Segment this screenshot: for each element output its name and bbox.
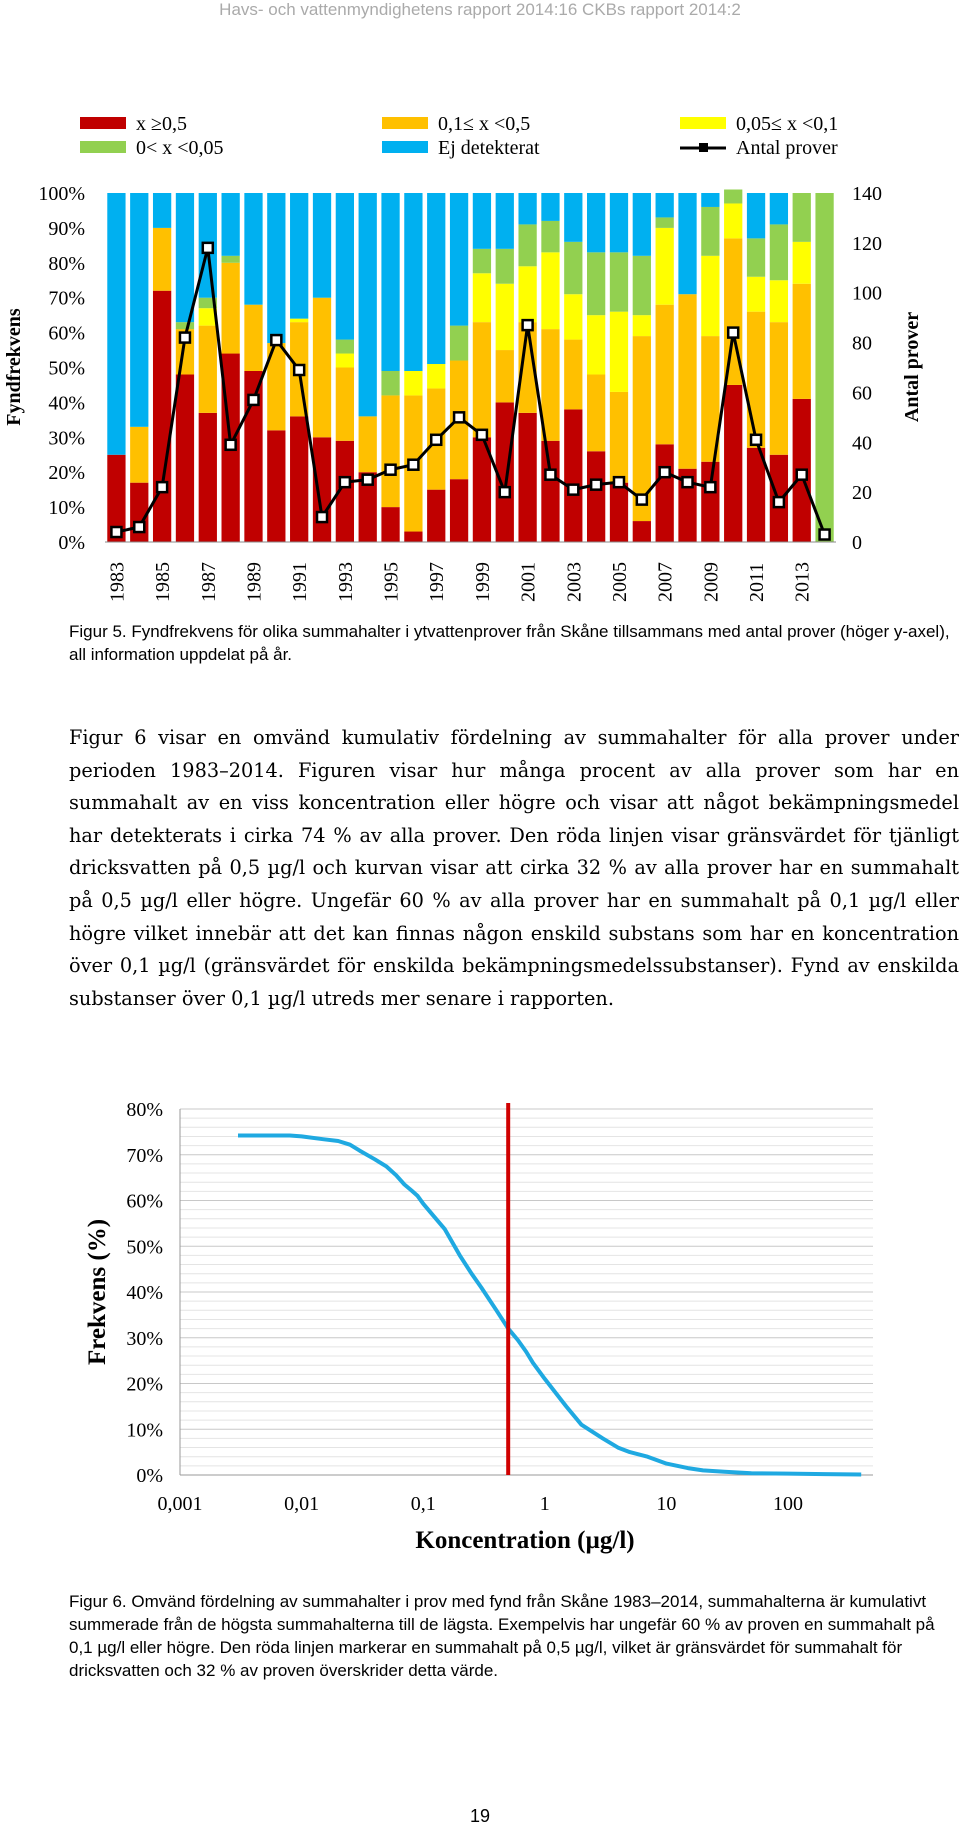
bar-segment	[793, 242, 811, 284]
bar-segment	[701, 193, 719, 207]
bar-segment	[176, 193, 194, 322]
bar-segment	[404, 532, 422, 542]
frekvens-curve	[238, 1136, 861, 1475]
antal-prover-marker	[728, 328, 738, 338]
bar-segment	[176, 374, 194, 542]
bar-segment	[359, 193, 377, 416]
bar-segment	[153, 291, 171, 542]
antal-prover-marker	[386, 465, 396, 475]
bar-segment	[656, 228, 674, 305]
antal-prover-marker	[774, 497, 784, 507]
bar-segment	[336, 368, 354, 441]
bar-segment	[427, 490, 445, 542]
antal-prover-marker	[431, 435, 441, 445]
bar-segment	[199, 413, 217, 542]
antal-prover-marker	[203, 243, 213, 253]
bar-segment	[427, 364, 445, 388]
y-tick-label: 0%	[136, 1465, 163, 1487]
bar-segment	[747, 448, 765, 542]
y-tick-label: 20%	[126, 1373, 163, 1396]
bar-segment	[610, 193, 628, 252]
bar-segment	[518, 413, 536, 542]
bar-segment	[770, 193, 788, 224]
bar-segment	[747, 238, 765, 276]
bar-segment	[656, 444, 674, 542]
bar-segment	[290, 193, 308, 319]
legend-swatch	[680, 117, 726, 129]
x-tick-label: 1983	[106, 562, 129, 602]
bar-segment	[724, 203, 742, 238]
bar-segment	[244, 193, 262, 305]
y-axis-title: Frekvens (%)	[84, 1218, 111, 1366]
bar-segment	[336, 340, 354, 354]
legend-swatch	[382, 117, 428, 129]
bar-segment	[222, 193, 240, 256]
body-paragraph: Figur 6 visar en omvänd kumulativ fördelning av summahalter för alla prover under perioden 1983–2014. Figuren visar hur många procent av alla prover som har en summahalt av en viss koncentration eller högre och visar att något bekämpningsmedel har detekterats i cirka 74 % av alla prover. Den röda linjen visar gränsvärdet för tjänligt dricksvatten på 0,5 µg/l och kurvan visar att cirka 32 % av alla prover har en summahalt på 0,5 µg/l eller högre. Ungefär 60 % av alla prover har en summahalt på 0,1 µg/l eller högre vilket innebär att det kan finnas någon enskild substans som har en koncentration över 0,1 µg/l (gränsvärdet för enskilda bekämpningsmedelssubstanser). Fynd av enskilda substanser över 0,1 µg/l utreds mer senare i rapporten.	[69, 726, 959, 1010]
bar-segment	[678, 294, 696, 469]
y-tick-label: 0%	[58, 532, 85, 554]
x-tick-label: 2013	[791, 562, 814, 602]
chart-fyndfrekvens	[0, 105, 960, 615]
antal-prover-marker	[637, 495, 647, 505]
antal-prover-marker	[294, 365, 304, 375]
antal-prover-marker	[317, 512, 327, 522]
y-tick-label: 70%	[48, 287, 85, 310]
legend-label: Antal prover	[736, 137, 838, 159]
antal-prover-marker	[340, 477, 350, 487]
bar-segment	[587, 374, 605, 451]
x-tick-label: 2003	[563, 562, 586, 602]
y2-axis-title: Antal prover	[901, 311, 923, 423]
antal-prover-marker	[111, 527, 121, 537]
antal-prover-marker	[705, 482, 715, 492]
legend-label: x ≥0,5	[136, 113, 187, 135]
legend-swatch	[80, 117, 126, 129]
y-tick-label: 70%	[126, 1144, 163, 1167]
x-tick-label: 2011	[746, 562, 769, 602]
x-tick-label: 1987	[197, 562, 220, 602]
x-tick-label: 2009	[700, 562, 723, 602]
bar-segment	[244, 305, 262, 371]
y-tick-label: 100%	[38, 183, 85, 205]
bar-segment	[176, 322, 194, 329]
x-tick-label: 0,1	[410, 1493, 436, 1515]
antal-prover-marker	[820, 530, 830, 540]
bar-segment	[610, 312, 628, 392]
x-tick-label: 2005	[608, 562, 631, 602]
antal-prover-marker	[568, 485, 578, 495]
antal-prover-marker	[477, 430, 487, 440]
bar-segment	[587, 315, 605, 374]
antal-prover-marker	[751, 435, 761, 445]
bar-segment	[541, 221, 559, 252]
y2-tick-label: 40	[852, 432, 872, 455]
bar-segment	[336, 354, 354, 368]
y2-tick-label: 0	[852, 532, 862, 554]
legend-label: 0,05≤ x <0,1	[736, 113, 839, 135]
bar-segment	[770, 280, 788, 322]
antal-prover-marker	[500, 487, 510, 497]
bar-segment	[222, 263, 240, 354]
bar-segment	[747, 277, 765, 312]
antal-prover-marker	[134, 522, 144, 532]
bar-segment	[724, 190, 742, 204]
y-tick-label: 10%	[48, 497, 85, 520]
y-tick-label: 40%	[126, 1282, 163, 1304]
bar-segment	[381, 507, 399, 542]
antal-prover-marker	[408, 460, 418, 470]
figure-6	[0, 1085, 960, 1555]
antal-prover-marker	[180, 333, 190, 343]
x-tick-label: 100	[773, 1493, 804, 1515]
legend-label: 0,1≤ x <0,5	[438, 113, 531, 135]
bar-segment	[610, 392, 628, 483]
bar-segment	[199, 326, 217, 413]
bar-segment	[496, 193, 514, 249]
bar-segment	[564, 242, 582, 294]
bar-segment	[381, 371, 399, 395]
bar-segment	[450, 326, 468, 361]
bar-segment	[313, 298, 331, 438]
x-tick-label: 2007	[654, 562, 677, 602]
bar-segment	[656, 193, 674, 217]
bar-segment	[564, 409, 582, 542]
x-tick-label: 1989	[243, 562, 266, 602]
y-tick-label: 40%	[48, 392, 85, 415]
y2-tick-label: 140	[852, 183, 882, 205]
bar-segment	[587, 193, 605, 252]
bar-segment	[130, 427, 148, 483]
y-tick-label: 20%	[48, 462, 85, 485]
y2-tick-label: 80	[852, 332, 872, 355]
bar-segment	[313, 193, 331, 298]
y-tick-label: 60%	[48, 322, 85, 345]
x-tick-label: 1985	[152, 562, 175, 602]
y-tick-label: 90%	[48, 217, 85, 240]
bar-segment	[541, 193, 559, 221]
bar-segment	[496, 284, 514, 350]
antal-prover-marker	[271, 335, 281, 345]
bar-segment	[313, 437, 331, 542]
figure-5	[0, 105, 960, 615]
x-tick-label: 1997	[426, 562, 449, 602]
bar-segment	[496, 350, 514, 402]
antal-prover-marker	[545, 470, 555, 480]
legend-swatch	[382, 141, 428, 153]
x-tick-label: 1991	[289, 562, 312, 602]
x-tick-label: 2001	[517, 562, 540, 602]
antal-prover-marker	[454, 412, 464, 422]
bar-segment	[633, 315, 651, 336]
bar-segment	[747, 193, 765, 238]
bar-segment	[587, 252, 605, 315]
bar-segment	[473, 249, 491, 273]
bar-segment	[336, 193, 354, 340]
x-tick-label: 1993	[334, 562, 357, 602]
bar-segment	[610, 252, 628, 311]
y2-tick-label: 20	[852, 482, 872, 505]
y2-tick-label: 100	[852, 282, 882, 305]
bar-segment	[564, 340, 582, 410]
bar-segment	[450, 193, 468, 326]
y-tick-label: 50%	[48, 357, 85, 380]
y-tick-label: 60%	[126, 1190, 163, 1213]
bar-segment	[153, 193, 171, 228]
y-tick-label: 80%	[48, 252, 85, 275]
bar-segment	[770, 322, 788, 455]
legend-marker-swatch	[699, 143, 708, 152]
bar-segment	[290, 416, 308, 542]
bar-segment	[564, 294, 582, 339]
bar-segment	[633, 193, 651, 256]
bar-segment	[518, 266, 536, 322]
bar-segment	[701, 462, 719, 542]
x-tick-label: 1999	[471, 562, 494, 602]
page-number: 19	[469, 1806, 491, 1826]
bar-segment	[267, 430, 285, 542]
bar-segment	[770, 224, 788, 280]
y2-tick-label: 60	[852, 382, 872, 405]
bar-segment	[153, 228, 171, 291]
bar-segment	[541, 441, 559, 542]
antal-prover-marker	[614, 477, 624, 487]
antal-prover-marker	[660, 467, 670, 477]
y-tick-label: 10%	[126, 1419, 163, 1442]
bar-segment	[793, 193, 811, 242]
antal-prover-marker	[683, 477, 693, 487]
antal-prover-marker	[523, 320, 533, 330]
bar-segment	[747, 312, 765, 448]
x-tick-label: 0,01	[284, 1493, 320, 1515]
bar-segment	[564, 193, 582, 242]
y-tick-label: 30%	[126, 1327, 163, 1350]
bar-segment	[222, 256, 240, 263]
bar-segment	[518, 224, 536, 266]
bar-segment	[815, 193, 833, 542]
antal-prover-marker	[797, 470, 807, 480]
figure-5-caption: Figur 5. Fyndfrekvens för olika summahalter i ytvattenprover från Skåne tillsammans med antal prover (höger y-axel), all information uppdelat på år.	[69, 622, 950, 664]
x-tick-label: 1995	[380, 562, 403, 602]
bar-segment	[473, 273, 491, 322]
bar-segment	[701, 256, 719, 336]
x-tick-label: 0,001	[157, 1493, 203, 1515]
bar-segment	[518, 193, 536, 224]
bar-segment	[587, 451, 605, 542]
bar-segment	[656, 217, 674, 227]
bar-segment	[633, 256, 651, 315]
bar-segment	[381, 193, 399, 371]
antal-prover-marker	[226, 440, 236, 450]
bar-segment	[724, 385, 742, 542]
antal-prover-marker	[248, 395, 258, 405]
legend-swatch	[80, 141, 126, 153]
bar-segment	[473, 322, 491, 437]
bar-segment	[107, 193, 125, 455]
legend-label: Ej detekterat	[438, 137, 540, 159]
y2-tick-label: 120	[852, 232, 882, 255]
x-tick-label: 10	[656, 1493, 677, 1515]
y-tick-label: 50%	[126, 1236, 163, 1259]
bar-segment	[701, 207, 719, 256]
bar-segment	[404, 193, 422, 371]
bar-segment	[610, 483, 628, 542]
bar-segment	[267, 193, 285, 343]
chart-omvand-fordelning	[0, 1085, 960, 1555]
bar-segment	[359, 416, 377, 472]
antal-prover-marker	[591, 480, 601, 490]
figure-6-caption: Figur 6. Omvänd fördelning av summahalter i prov med fynd från Skåne 1983–2014, summahalterna är kumulativt summerade från de högsta summahalterna till de lägsta. Exempelvis har ungefär 60 % av proven en summahalt på 0,1 µg/l eller högre. Den röda linjen markerar en summahalt på 0,5 µg/l, vilket är gränsvärdet för summahalt för dricksvatten och 32 % av proven överskrider detta värde.	[69, 1592, 935, 1680]
bar-segment	[678, 193, 696, 294]
bar-segment	[404, 371, 422, 395]
antal-prover-marker	[157, 482, 167, 492]
bar-segment	[541, 252, 559, 329]
bar-segment	[473, 193, 491, 249]
bar-segment	[450, 479, 468, 542]
antal-prover-marker	[363, 475, 373, 485]
bar-segment	[130, 193, 148, 427]
bar-segment	[496, 249, 514, 284]
bar-segment	[290, 319, 308, 322]
bar-segment	[633, 521, 651, 542]
bar-segment	[381, 395, 399, 507]
x-tick-label: 1	[539, 1493, 550, 1515]
y-tick-label: 80%	[126, 1099, 163, 1121]
y-axis-title: Fyndfrekvens	[3, 308, 25, 426]
y-tick-label: 30%	[48, 427, 85, 450]
bar-segment	[793, 284, 811, 399]
bar-segment	[427, 193, 445, 364]
page-header: Havs- och vattenmyndighetens rapport 2014:16 CKBs rapport 2014:2	[219, 0, 741, 19]
bar-segment	[656, 305, 674, 445]
legend-label: 0< x <0,05	[136, 137, 224, 159]
x-axis-title: Koncentration (µg/l)	[415, 1527, 635, 1554]
